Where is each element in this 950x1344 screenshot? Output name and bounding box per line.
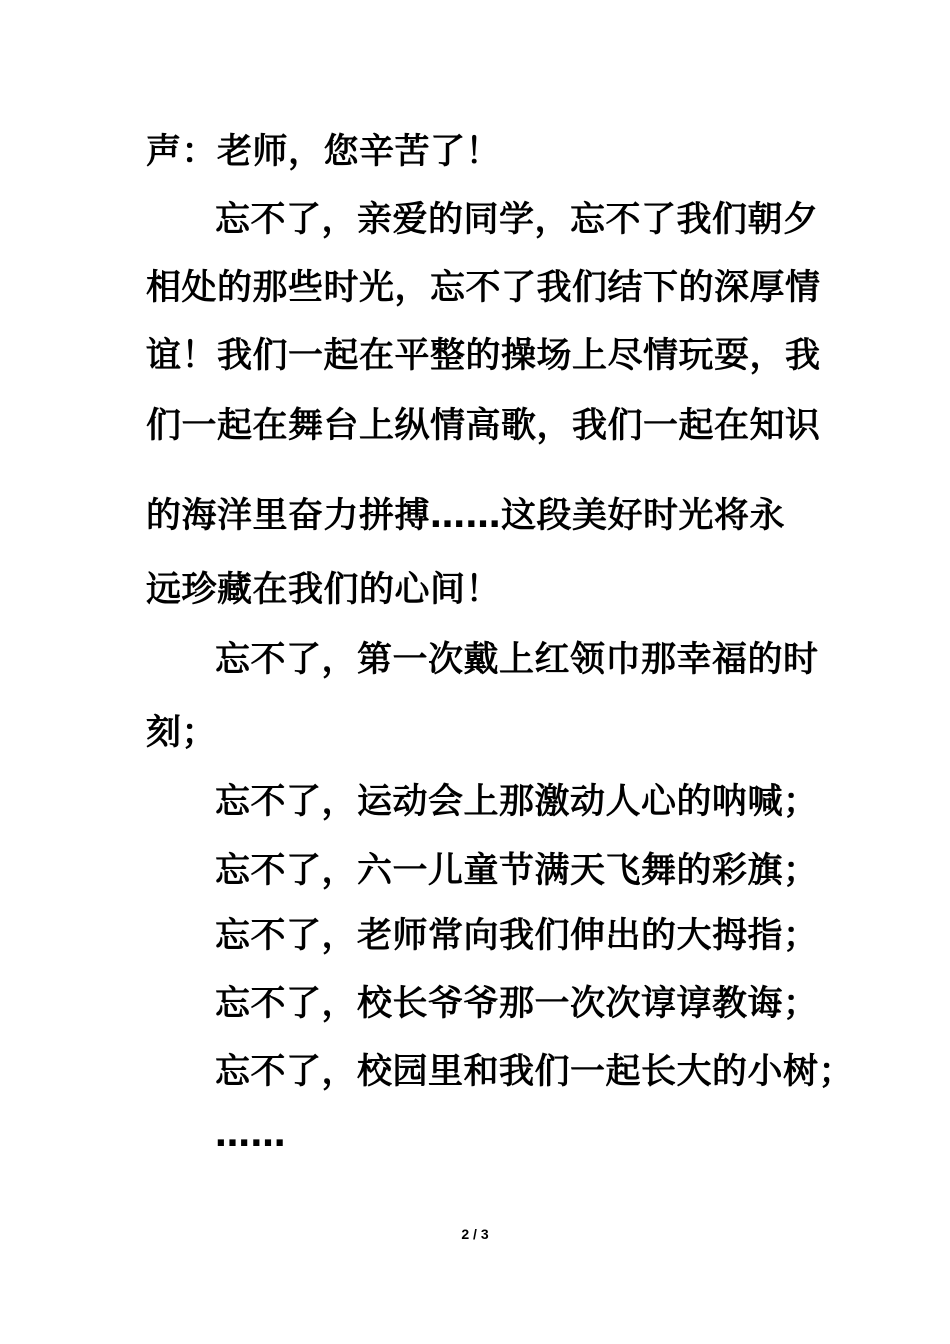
text-line-12: 忘不了，老师常向我们伸出的大拇指； <box>215 916 819 956</box>
text-line-8: 忘不了，第一次戴上红领巾那幸福的时 <box>215 640 819 680</box>
page-number: 2 / 3 <box>461 1226 489 1242</box>
text-line-13: 忘不了，校长爷爷那一次次谆谆教诲； <box>215 984 819 1024</box>
text-line-7: 远珍藏在我们的心间！ <box>146 570 502 610</box>
text-line-5: 们一起在舞台上纵情高歌，我们一起在知识 <box>146 406 821 446</box>
text-line-14: 忘不了，校园里和我们一起长大的小树； <box>215 1052 855 1092</box>
text-line-6: 的海洋里奋力拼搏……这段美好时光将永 <box>146 496 786 536</box>
text-line-15: …… <box>215 1115 286 1155</box>
text-line-10: 忘不了，运动会上那激动人心的呐喊； <box>215 782 819 822</box>
text-line-9: 刻； <box>146 713 218 753</box>
text-line-3: 相处的那些时光，忘不了我们结下的深厚情 <box>146 268 821 308</box>
text-line-11: 忘不了，六一儿童节满天飞舞的彩旗； <box>215 851 819 891</box>
text-line-1: 声：老师，您辛苦了！ <box>146 132 502 172</box>
text-line-2: 忘不了，亲爱的同学，忘不了我们朝夕 <box>215 200 819 240</box>
text-line-4: 谊！我们一起在平整的操场上尽情玩耍，我 <box>146 336 821 376</box>
